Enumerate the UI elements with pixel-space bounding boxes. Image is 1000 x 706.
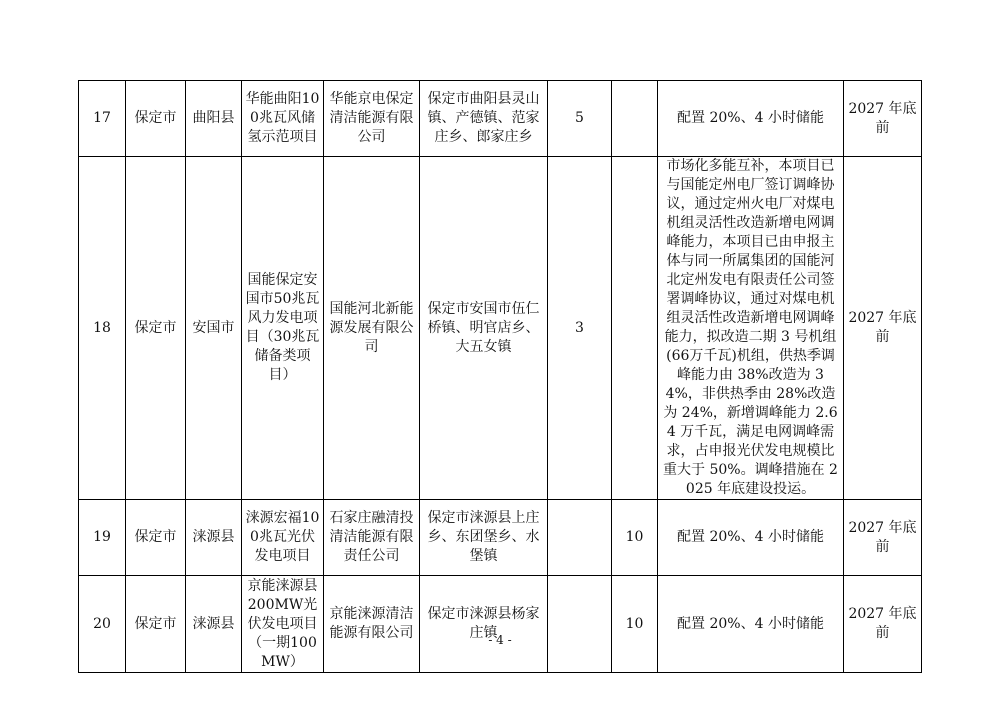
wind-capacity-cell: [548, 576, 612, 673]
project-name-cell: 京能涞源县200MW光伏发电项目（一期100MW）: [242, 576, 324, 673]
solar-capacity-cell: [612, 157, 658, 500]
county-cell: 曲阳县: [186, 81, 242, 157]
project-name-cell: 华能曲阳100兆瓦风储氢示范项目: [242, 81, 324, 157]
project-name-cell: 国能保定安国市50兆瓦风力发电项目（30兆瓦储备类项目）: [242, 157, 324, 500]
page-number: - 4 -: [488, 633, 512, 647]
location-cell: 保定市安国市伍仁桥镇、明官店乡、大五女镇: [420, 157, 548, 500]
project-table: [78, 80, 922, 673]
city-cell: 保定市: [126, 500, 186, 576]
company-cell: 国能河北新能源发展有限公司: [324, 157, 420, 500]
solar-capacity-cell: 10: [612, 576, 658, 673]
deadline-cell: 2027 年底前: [844, 81, 922, 157]
table-row: [79, 81, 922, 157]
county-cell: 安国市: [186, 157, 242, 500]
deadline-cell: 2027 年底前: [844, 500, 922, 576]
wind-capacity-cell: 3: [548, 157, 612, 500]
wind-capacity-cell: [548, 500, 612, 576]
measure-cell: 配置 20%、4 小时储能: [658, 81, 844, 157]
measure-cell: 配置 20%、4 小时储能: [658, 576, 844, 673]
measure-cell: 配置 20%、4 小时储能: [658, 500, 844, 576]
company-cell: 京能涞源清洁能源有限公司: [324, 576, 420, 673]
table-row: [79, 500, 922, 576]
county-cell: 涞源县: [186, 576, 242, 673]
row-number: 19: [79, 500, 126, 576]
solar-capacity-cell: [612, 81, 658, 157]
project-name-cell: 涞源宏福100兆瓦光伏发电项目: [242, 500, 324, 576]
company-cell: 华能京电保定清洁能源有限公司: [324, 81, 420, 157]
city-cell: 保定市: [126, 81, 186, 157]
solar-capacity-cell: 10: [612, 500, 658, 576]
city-cell: 保定市: [126, 576, 186, 673]
row-number: 18: [79, 157, 126, 500]
deadline-cell: 2027 年底前: [844, 576, 922, 673]
row-number: 17: [79, 81, 126, 157]
table-row: [79, 576, 922, 673]
table-row: [79, 157, 922, 500]
city-cell: 保定市: [126, 157, 186, 500]
wind-capacity-cell: 5: [548, 81, 612, 157]
county-cell: 涞源县: [186, 500, 242, 576]
company-cell: 石家庄融清投清洁能源有限责任公司: [324, 500, 420, 576]
location-cell: 保定市涞源县杨家庄镇: [420, 576, 548, 673]
deadline-cell: 2027 年底前: [844, 157, 922, 500]
location-cell: 保定市涞源县上庄乡、东团堡乡、水堡镇: [420, 500, 548, 576]
location-cell: 保定市曲阳县灵山镇、产德镇、范家庄乡、郎家庄乡: [420, 81, 548, 157]
row-number: 20: [79, 576, 126, 673]
measure-cell: 市场化多能互补，本项目已与国能定州电厂签订调峰协议，通过定州火电厂对煤电机组灵活性改造新增电网调峰能力，本项目已由申报主体与同一所属集团的国能河北定州发电有限责任公司签署调峰协议，通过对煤电机组灵活性改造新增电网调峰能力，拟改造二期 3 号机组(66万千瓦)机组，供热季调峰能力由 38%改造为 34%，非供热季由 28%改造为 24%，新增调峰能力 2.64 万千瓦，满足电网调峰需求，占申报光伏发电规模比重大于 50%。调峰措施在 2025 年底建设投运。: [658, 157, 844, 500]
